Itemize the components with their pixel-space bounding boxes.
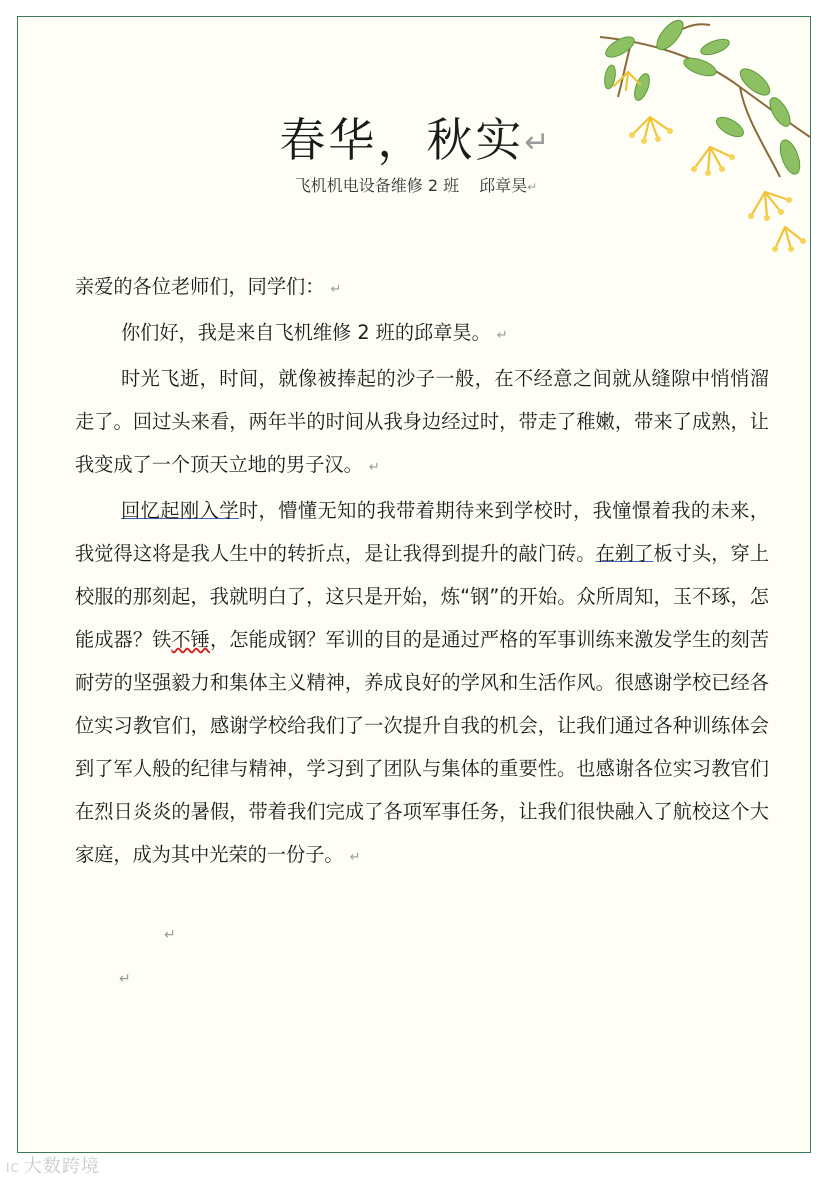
intro-paragraph	[75, 311, 769, 357]
greeting-paragraph	[75, 265, 769, 311]
memory-text: 时，懵懂无知的我带着期待来到学校时，我憧憬着我的未来，我觉得这将是我人生中的转折点，是让我得到提升的敲门砖。	[75, 499, 770, 565]
watermark-text: 大数跨境	[23, 1156, 100, 1177]
memory-text: 板寸头，穿上校服的那刻起，我就明白了，这只是开始，炼“钢”的开始。众所周知，玉不琢，怎能成器？铁	[75, 542, 770, 651]
paragraph-mark-icon: ↵	[496, 328, 508, 343]
watermark	[6, 1152, 100, 1178]
document-body	[75, 265, 769, 879]
time-paragraph	[75, 357, 769, 489]
paragraph-mark-icon: ↵	[527, 180, 538, 194]
paragraph-mark-icon: ↵	[330, 282, 342, 297]
watermark-logo: IC	[6, 1161, 20, 1175]
spelling-underlined-text: 不锤	[171, 628, 210, 651]
empty-paragraph	[119, 968, 131, 987]
subtitle-class: 飞机机电设备维修 2 班	[294, 176, 460, 195]
memory-text: ，怎能成钢？军训的目的是通过严格的军事训练来激发学生的刻苦耐劳的坚强毅力和集体主义精神，养成良好的学风和生活作风。很感谢学校已经各位实习教官们，感谢学校给我们了一次提升自我的机会，让我们通过各种训练体会到了军人般的纪律与精神，学习到了团队与集体的重要性。也感谢各位实习教官们在烈日炎炎的暑假，带着我们完成了各项军事任务，让我们很快融入了航校这个大家庭，成为其中光荣的一份子。	[75, 628, 770, 866]
empty-paragraph	[164, 924, 176, 943]
paragraph-mark-icon: ↵	[164, 927, 176, 943]
greeting-text: 亲爱的各位老师们，同学们：	[75, 275, 325, 298]
title-text: 春华，秋实	[279, 113, 525, 167]
time-text: 时光飞逝，时间，就像被捧起的沙子一般，在不经意之间就从缝隙中悄悄溜走了。回过头来看，两年半的时间从我身边经过时，带走了稚嫩，带来了成熟，让我变成了一个顶天立地的男子汉。	[75, 367, 769, 476]
paragraph-mark-icon: ↵	[368, 460, 380, 475]
document-subtitle	[0, 173, 832, 196]
subtitle-author: 邱章昊	[479, 176, 528, 195]
grammar-underlined-text: 在剃了	[595, 542, 654, 565]
paragraph-mark-icon: ↵	[524, 125, 553, 160]
document-title	[0, 104, 832, 170]
memory-paragraph	[75, 489, 769, 879]
paragraph-mark-icon: ↵	[119, 971, 131, 987]
grammar-underlined-text: 回忆起刚入学	[121, 499, 239, 522]
intro-text: 你们好，我是来自飞机维修 2 班的邱章昊。	[121, 321, 491, 344]
paragraph-mark-icon: ↵	[349, 850, 361, 865]
